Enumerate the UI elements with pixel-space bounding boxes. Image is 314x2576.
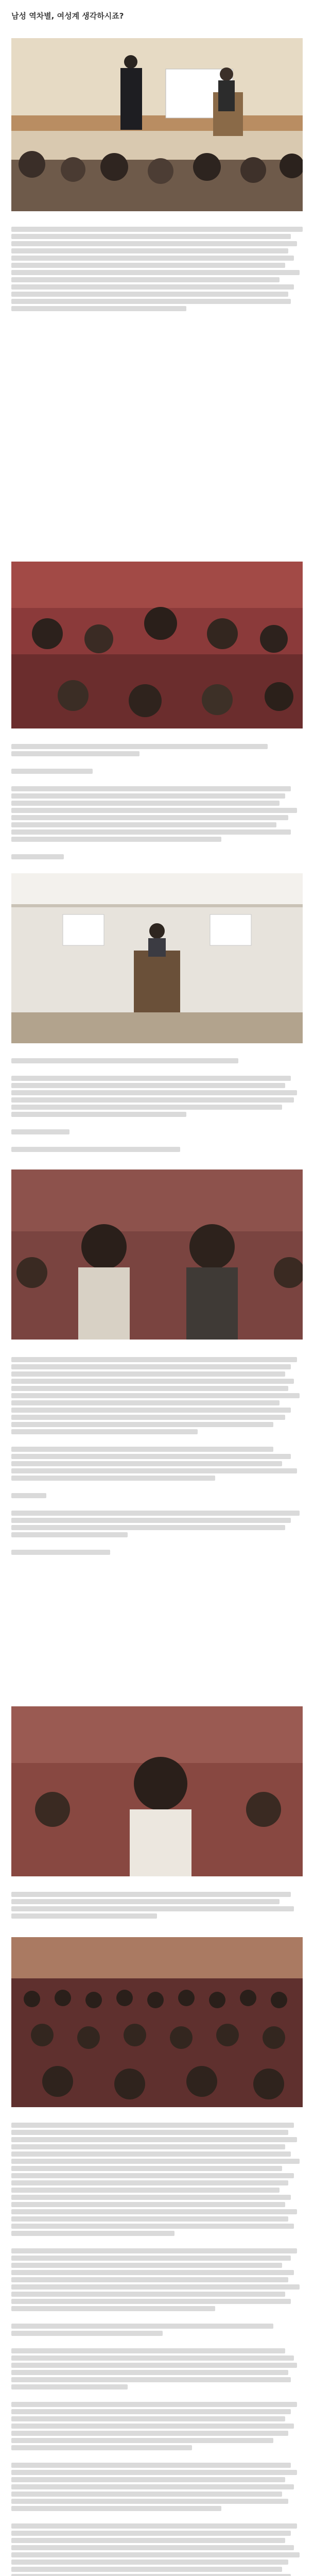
text-line (11, 1415, 285, 1420)
text-line (11, 1447, 273, 1452)
text-line (11, 2445, 192, 2450)
text-line (11, 284, 294, 290)
text-line (11, 2384, 128, 2389)
text-line (11, 2402, 297, 2407)
text-line (11, 744, 268, 749)
text-line (11, 2277, 288, 2282)
text-line (11, 1357, 297, 1362)
text-line (11, 277, 280, 282)
text-line (11, 1525, 285, 1530)
text-block-4 (11, 1355, 303, 1557)
text-line (11, 234, 291, 239)
text-line (11, 793, 285, 799)
text-line (11, 1899, 280, 1904)
text-line (11, 2363, 297, 2368)
text-line (11, 1429, 198, 1434)
text-line (11, 2123, 294, 2128)
text-line (11, 769, 93, 774)
article-header (0, 0, 314, 29)
text-line (11, 2292, 285, 2297)
text-line (11, 2506, 221, 2511)
text-line (11, 1454, 291, 1459)
text-line (11, 1076, 291, 1081)
text-line (11, 2216, 288, 2222)
text-line (11, 2306, 215, 2311)
text-line (11, 2523, 297, 2529)
text-line (11, 1422, 273, 1427)
text-line (11, 2180, 288, 2185)
text-line (11, 263, 285, 268)
text-line (11, 2231, 175, 2236)
text-line (11, 1386, 288, 1391)
text-line (11, 2438, 273, 2443)
text-line (11, 2463, 291, 2468)
text-block-5 (11, 1890, 303, 1921)
photo-audience-listening (11, 562, 303, 728)
text-line (11, 1461, 282, 1466)
text-line (11, 829, 291, 835)
text-line (11, 1058, 238, 1063)
text-block-6 (11, 2121, 303, 2576)
text-line (11, 2560, 288, 2565)
text-line (11, 2499, 288, 2504)
text-line (11, 2552, 300, 2557)
text-line (11, 1129, 69, 1134)
text-line (11, 801, 280, 806)
text-line (11, 1913, 157, 1919)
text-line (11, 2545, 294, 2550)
text-line (11, 2324, 273, 2329)
text-line (11, 837, 221, 842)
text-line (11, 1468, 297, 1473)
text-line (11, 248, 288, 253)
text-line (11, 751, 139, 756)
text-line (11, 1493, 46, 1498)
photo-audience-smiling (11, 1706, 303, 1876)
text-line (11, 1550, 110, 1555)
text-line (11, 2377, 291, 2382)
text-line (11, 2431, 288, 2436)
text-line (11, 2348, 285, 2353)
text-line (11, 2130, 288, 2135)
photo-audience-women (11, 1170, 303, 1340)
text-line (11, 2209, 297, 2214)
text-line (11, 2137, 297, 2142)
text-line (11, 1364, 291, 1369)
text-line (11, 2270, 294, 2275)
text-line (11, 2284, 300, 2290)
photo-lecture-stage (11, 38, 303, 211)
text-line (11, 2224, 294, 2229)
text-line (11, 2263, 282, 2268)
text-line (11, 2531, 291, 2536)
text-line (11, 1518, 291, 1523)
text-line (11, 2355, 294, 2361)
text-line (11, 854, 64, 859)
text-line (11, 2173, 294, 2178)
text-line (11, 1112, 186, 1117)
text-line (11, 1393, 300, 1398)
text-line (11, 2567, 282, 2572)
article-title: 남성 역차별, 여성계 생각하시죠? (11, 11, 124, 21)
text-line (11, 1147, 180, 1152)
text-line (11, 1097, 294, 1103)
text-line (11, 2470, 297, 2475)
text-line (11, 2202, 285, 2207)
text-line (11, 2538, 285, 2543)
text-line (11, 2370, 288, 2375)
text-line (11, 1906, 294, 1911)
text-block-2 (11, 742, 303, 861)
text-line (11, 2416, 285, 2421)
text-line (11, 2248, 297, 2253)
text-line (11, 2299, 291, 2304)
text-block-3 (11, 1056, 303, 1154)
text-line (11, 292, 288, 297)
text-line (11, 270, 300, 275)
photo-podium-wide (11, 873, 303, 1043)
text-line (11, 815, 288, 820)
text-block-1 (11, 225, 303, 313)
text-line (11, 2424, 294, 2429)
text-line (11, 2492, 282, 2497)
text-line (11, 2574, 291, 2576)
text-line (11, 2195, 291, 2200)
text-line (11, 256, 294, 261)
text-line (11, 306, 186, 311)
text-line (11, 241, 297, 246)
text-line (11, 227, 303, 232)
text-line (11, 1090, 297, 1095)
text-line (11, 2256, 291, 2261)
text-line (11, 2409, 291, 2414)
text-line (11, 2188, 280, 2193)
text-line (11, 2331, 163, 2336)
text-line (11, 808, 297, 813)
text-line (11, 2144, 285, 2149)
text-line (11, 1083, 285, 1088)
text-line (11, 2484, 294, 2489)
text-line (11, 1379, 294, 1384)
text-line (11, 1400, 280, 1405)
text-line (11, 1511, 300, 1516)
text-line (11, 1105, 282, 1110)
text-line (11, 786, 291, 791)
text-line (11, 2159, 300, 2164)
text-line (11, 2166, 282, 2171)
text-line (11, 299, 291, 304)
text-line (11, 822, 276, 827)
text-line (11, 2477, 285, 2482)
text-line (11, 1532, 128, 1537)
text-line (11, 1371, 285, 1377)
text-line (11, 1892, 291, 1897)
photo-auditorium (11, 1937, 303, 2107)
text-line (11, 2151, 291, 2157)
text-line (11, 1476, 215, 1481)
text-line (11, 1408, 291, 1413)
